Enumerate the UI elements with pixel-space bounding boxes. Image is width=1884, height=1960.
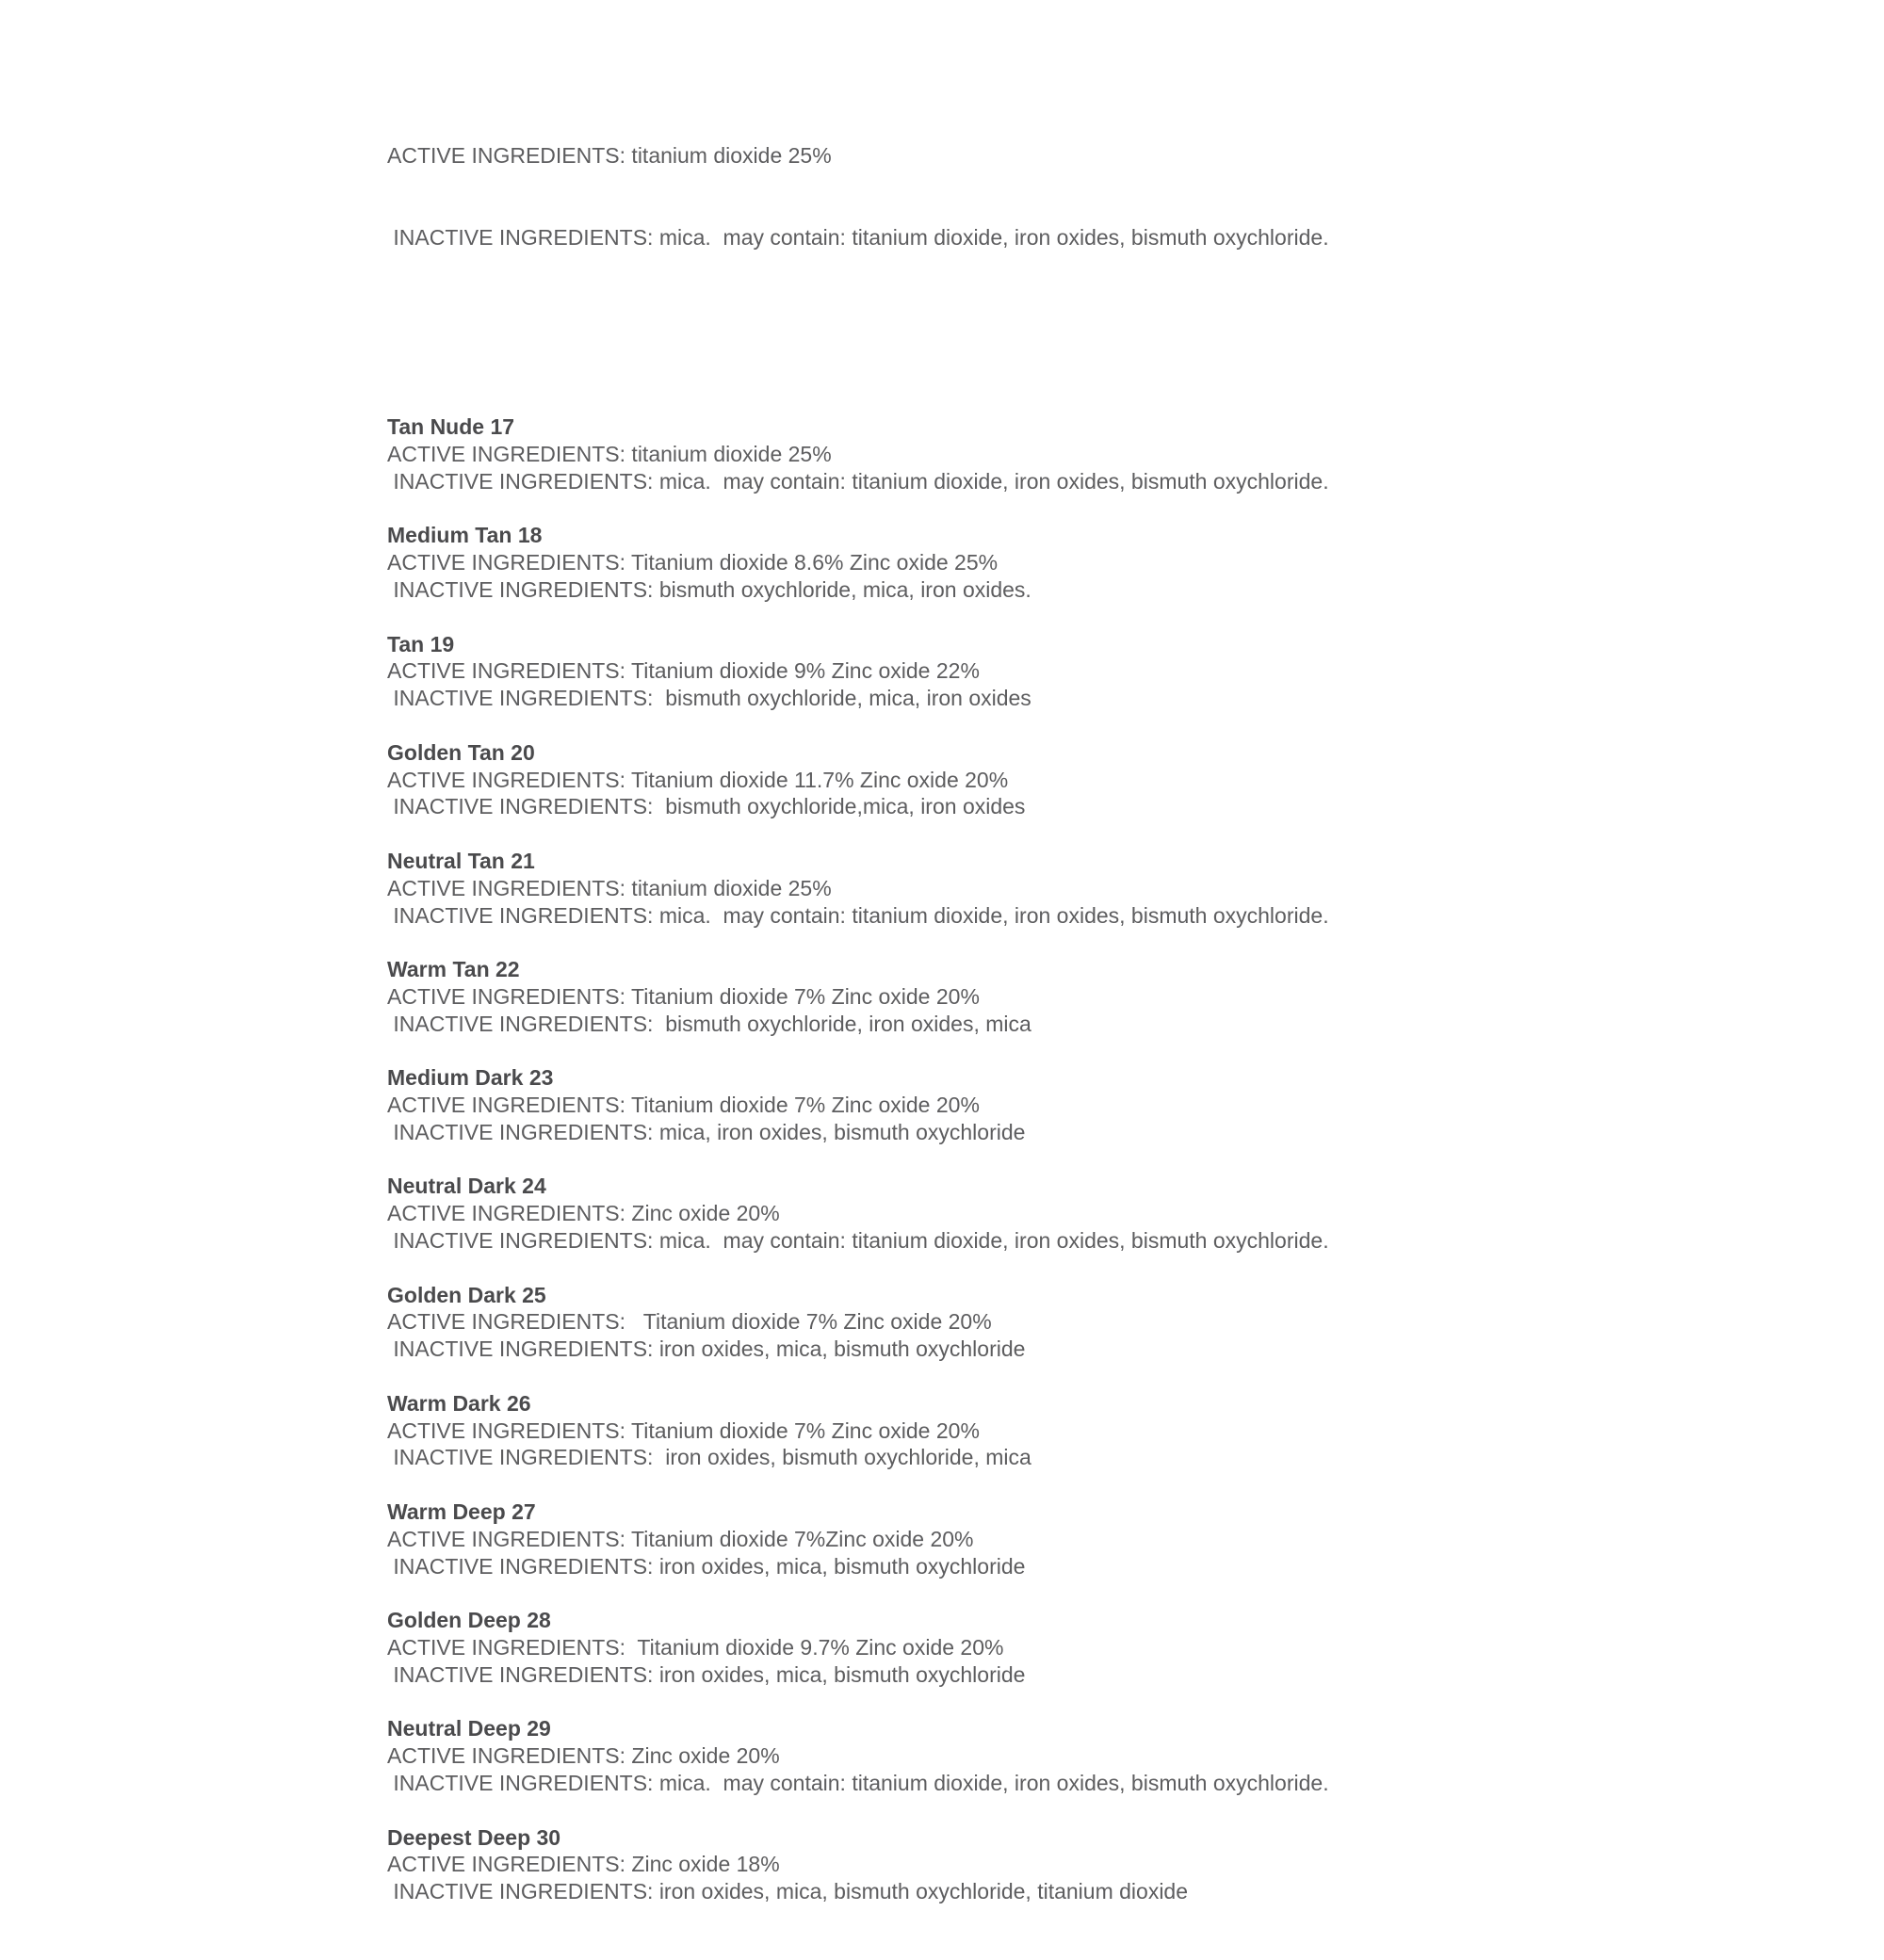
shade-section <box>387 1824 1846 1905</box>
shade-name-heading: Medium Tan 18 <box>387 523 543 548</box>
active-ingredients-line: ACTIVE INGREDIENTS: Zinc oxide 18% <box>387 1852 780 1877</box>
active-ingredients-line: ACTIVE INGREDIENTS: titanium dioxide 25% <box>387 143 832 169</box>
inactive-ingredients-line: INACTIVE INGREDIENTS: iron oxides, mica, bismuth oxychloride, titanium dioxide <box>387 1879 1189 1904</box>
shade-name-heading: Neutral Deep 29 <box>387 1716 551 1741</box>
shade-name-heading: Golden Tan 20 <box>387 739 535 765</box>
inactive-ingredients-line: INACTIVE INGREDIENTS: iron oxides, mica, bismuth oxychloride <box>387 1553 1026 1579</box>
inactive-ingredients-line: INACTIVE INGREDIENTS: mica. may contain: titanium dioxide, iron oxides, bismuth oxychloride. <box>387 224 1329 250</box>
shade-sections-list <box>387 413 1846 1905</box>
inactive-ingredients-line: INACTIVE INGREDIENTS: iron oxides, bismuth oxychloride, mica <box>387 1445 1031 1470</box>
inactive-ingredients-line: INACTIVE INGREDIENTS: bismuth oxychloride,mica, iron oxides <box>387 794 1026 819</box>
inactive-ingredients-line: INACTIVE INGREDIENTS: mica. may contain: titanium dioxide, iron oxides, bismuth oxychloride. <box>387 1771 1329 1795</box>
inactive-ingredients-line: INACTIVE INGREDIENTS: mica. may contain: titanium dioxide, iron oxides, bismuth oxychloride. <box>387 468 1329 494</box>
shade-name-heading: Neutral Tan 21 <box>387 848 535 873</box>
inactive-ingredients-line: INACTIVE INGREDIENTS: bismuth oxychloride, iron oxides, mica <box>387 1011 1031 1036</box>
inactive-ingredients-line: INACTIVE INGREDIENTS: mica, iron oxides, bismuth oxychloride <box>387 1119 1026 1144</box>
shade-name-heading: Deepest Deep 30 <box>387 1824 561 1850</box>
shade-section <box>387 739 1846 820</box>
shade-section <box>387 1390 1846 1471</box>
inactive-ingredients-line: INACTIVE INGREDIENTS: iron oxides, mica, bismuth oxychloride <box>387 1661 1026 1687</box>
active-ingredients-line: ACTIVE INGREDIENTS: Titanium dioxide 7% Zinc oxide 20% <box>387 1309 992 1335</box>
shade-name-heading: Warm Tan 22 <box>387 957 520 982</box>
shade-name-heading: Medium Dark 23 <box>387 1065 554 1091</box>
shade-section <box>387 848 1846 929</box>
active-ingredients-line: ACTIVE INGREDIENTS: Titanium dioxide 7% Zinc oxide 20% <box>387 983 980 1009</box>
active-ingredients-line: ACTIVE INGREDIENTS: Zinc oxide 20% <box>387 1201 780 1226</box>
shade-name-heading: Golden Dark 25 <box>387 1282 546 1307</box>
inactive-ingredients-line: INACTIVE INGREDIENTS: mica. may contain: titanium dioxide, iron oxides, bismuth oxychloride. <box>387 1228 1329 1254</box>
shade-section <box>387 1282 1846 1363</box>
shade-section <box>387 413 1846 494</box>
active-ingredients-line: ACTIVE INGREDIENTS: titanium dioxide 25% <box>387 875 832 900</box>
active-ingredients-line: ACTIVE INGREDIENTS: Titanium dioxide 7% Zinc oxide 20% <box>387 1093 980 1118</box>
shade-section <box>387 1064 1846 1145</box>
shade-section <box>387 1498 1846 1579</box>
inactive-ingredients-line: INACTIVE INGREDIENTS: bismuth oxychloride, mica, iron oxides. <box>387 576 1031 602</box>
shade-section-intro <box>387 89 1846 305</box>
active-ingredients-line: ACTIVE INGREDIENTS: Titanium dioxide 7%Zinc oxide 20% <box>387 1526 974 1551</box>
shade-name-heading: Tan Nude 17 <box>387 414 515 440</box>
shade-section <box>387 1715 1846 1796</box>
active-ingredients-line: ACTIVE INGREDIENTS: Titanium dioxide 8.6% Zinc oxide 25% <box>387 550 999 575</box>
shade-name-heading: Golden Deep 28 <box>387 1608 551 1633</box>
inactive-ingredients-line: INACTIVE INGREDIENTS: bismuth oxychloride, mica, iron oxides <box>387 686 1031 711</box>
shade-section <box>387 956 1846 1037</box>
shade-section <box>387 1607 1846 1688</box>
shade-section <box>387 631 1846 712</box>
active-ingredients-line: ACTIVE INGREDIENTS: titanium dioxide 25% <box>387 441 832 466</box>
active-ingredients-line: ACTIVE INGREDIENTS: Titanium dioxide 9.7% Zinc oxide 20% <box>387 1635 1004 1660</box>
shade-name-heading: Warm Dark 26 <box>387 1390 531 1416</box>
active-ingredients-line: ACTIVE INGREDIENTS: Titanium dioxide 7% Zinc oxide 20% <box>387 1417 980 1443</box>
shade-name-heading: Neutral Dark 24 <box>387 1174 546 1199</box>
active-ingredients-line: ACTIVE INGREDIENTS: Titanium dioxide 11.7% Zinc oxide 20% <box>387 767 1009 792</box>
inactive-ingredients-line: INACTIVE INGREDIENTS: mica. may contain: titanium dioxide, iron oxides, bismuth oxychloride. <box>387 902 1329 928</box>
active-ingredients-line: ACTIVE INGREDIENTS: Titanium dioxide 9% Zinc oxide 22% <box>387 658 980 684</box>
shade-section <box>387 1173 1846 1254</box>
shade-name-heading: Tan 19 <box>387 631 455 656</box>
active-ingredients-line: ACTIVE INGREDIENTS: Zinc oxide 20% <box>387 1743 780 1769</box>
shade-name-heading: Warm Deep 27 <box>387 1499 536 1525</box>
inactive-ingredients-line: INACTIVE INGREDIENTS: iron oxides, mica, bismuth oxychloride <box>387 1336 1026 1362</box>
shade-section <box>387 522 1846 603</box>
